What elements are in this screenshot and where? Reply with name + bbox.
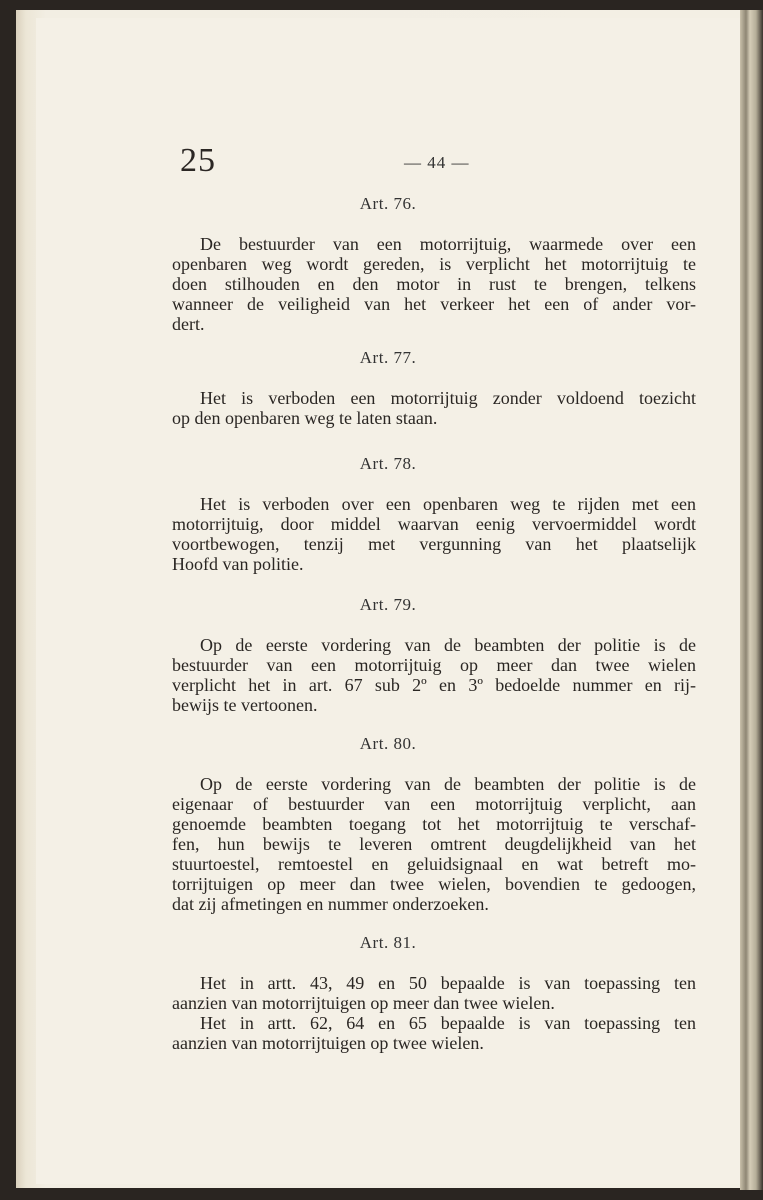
text-line: Het is verboden over een openbaren weg te rijden met een bbox=[200, 494, 696, 514]
text-line: verplicht het in art. 67 sub 2º en 3º bedoelde nummer en rij- bbox=[172, 675, 696, 695]
article-title: Art. 81. bbox=[359, 933, 417, 952]
text-line: Hoofd van politie. bbox=[172, 554, 304, 574]
text-line: voortbewogen, tenzij met vergunning van het plaatselijk bbox=[172, 534, 696, 554]
article-body bbox=[172, 973, 696, 1053]
text-line: dert. bbox=[172, 314, 205, 334]
text-line: aanzien van motorrijtuigen op twee wielen. bbox=[172, 1033, 484, 1053]
article-body bbox=[172, 774, 696, 914]
text-line: torrijtuigen op meer dan twee wielen, bovendien te gedoogen, bbox=[172, 874, 696, 894]
article-title: Art. 78. bbox=[359, 454, 417, 473]
text-line: bewijs te vertoonen. bbox=[172, 695, 318, 715]
text-line: Het is verboden een motorrijtuig zonder voldoend toezicht bbox=[200, 388, 696, 408]
article-title: Art. 80. bbox=[359, 734, 417, 753]
text-line: op den openbaren weg te laten staan. bbox=[172, 408, 438, 428]
text-line: wanneer de veiligheid van het verkeer het een of ander vor- bbox=[172, 294, 696, 314]
text-line: stuurtoestel, remtoestel en geluidsignaal en wat betreft mo- bbox=[172, 854, 696, 874]
text-line: Op de eerste vordering van de beambten der politie is de bbox=[200, 635, 696, 655]
page bbox=[36, 18, 740, 1184]
adjacent-page-edge bbox=[740, 10, 763, 1190]
text-line: De bestuurder van een motorrijtuig, waarmede over een bbox=[200, 234, 696, 254]
article-body bbox=[172, 494, 696, 574]
article-title: Art. 77. bbox=[359, 348, 417, 367]
text-line: genoemde beambten toegang tot het motorrijtuig te verschaf- bbox=[172, 814, 696, 834]
text-line: motorrijtuig, door middel waarvan eenig vervoermiddel wordt bbox=[172, 514, 696, 534]
text-line: aanzien van motorrijtuigen op meer dan twee wielen. bbox=[172, 993, 555, 1013]
article-body bbox=[172, 635, 696, 715]
text-line: Op de eerste vordering van de beambten der politie is de bbox=[200, 774, 696, 794]
text-line: eigenaar of bestuurder van een motorrijtuig verplicht, aan bbox=[172, 794, 696, 814]
article-body bbox=[172, 388, 696, 428]
text-line: doen stilhouden en den motor in rust te brengen, telkens bbox=[172, 274, 696, 294]
text-line: bestuurder van een motorrijtuig op meer dan twee wielen bbox=[172, 655, 696, 675]
text-line: Het in artt. 62, 64 en 65 bepaalde is van toepassing ten bbox=[200, 1013, 696, 1033]
page-number: — 44 — bbox=[404, 153, 470, 172]
signature-mark: 25 bbox=[180, 142, 216, 179]
article-title: Art. 79. bbox=[359, 595, 417, 614]
article-title: Art. 76. bbox=[359, 194, 417, 213]
article-body bbox=[172, 234, 696, 334]
text-line: Het in artt. 43, 49 en 50 bepaalde is van toepassing ten bbox=[200, 973, 696, 993]
text-line: dat zij afmetingen en nummer onderzoeken. bbox=[172, 894, 489, 914]
text-line: openbaren weg wordt gereden, is verplicht het motorrijtuig te bbox=[172, 254, 696, 274]
text-line: fen, hun bewijs te leveren omtrent deugdelijkheid van het bbox=[172, 834, 696, 854]
